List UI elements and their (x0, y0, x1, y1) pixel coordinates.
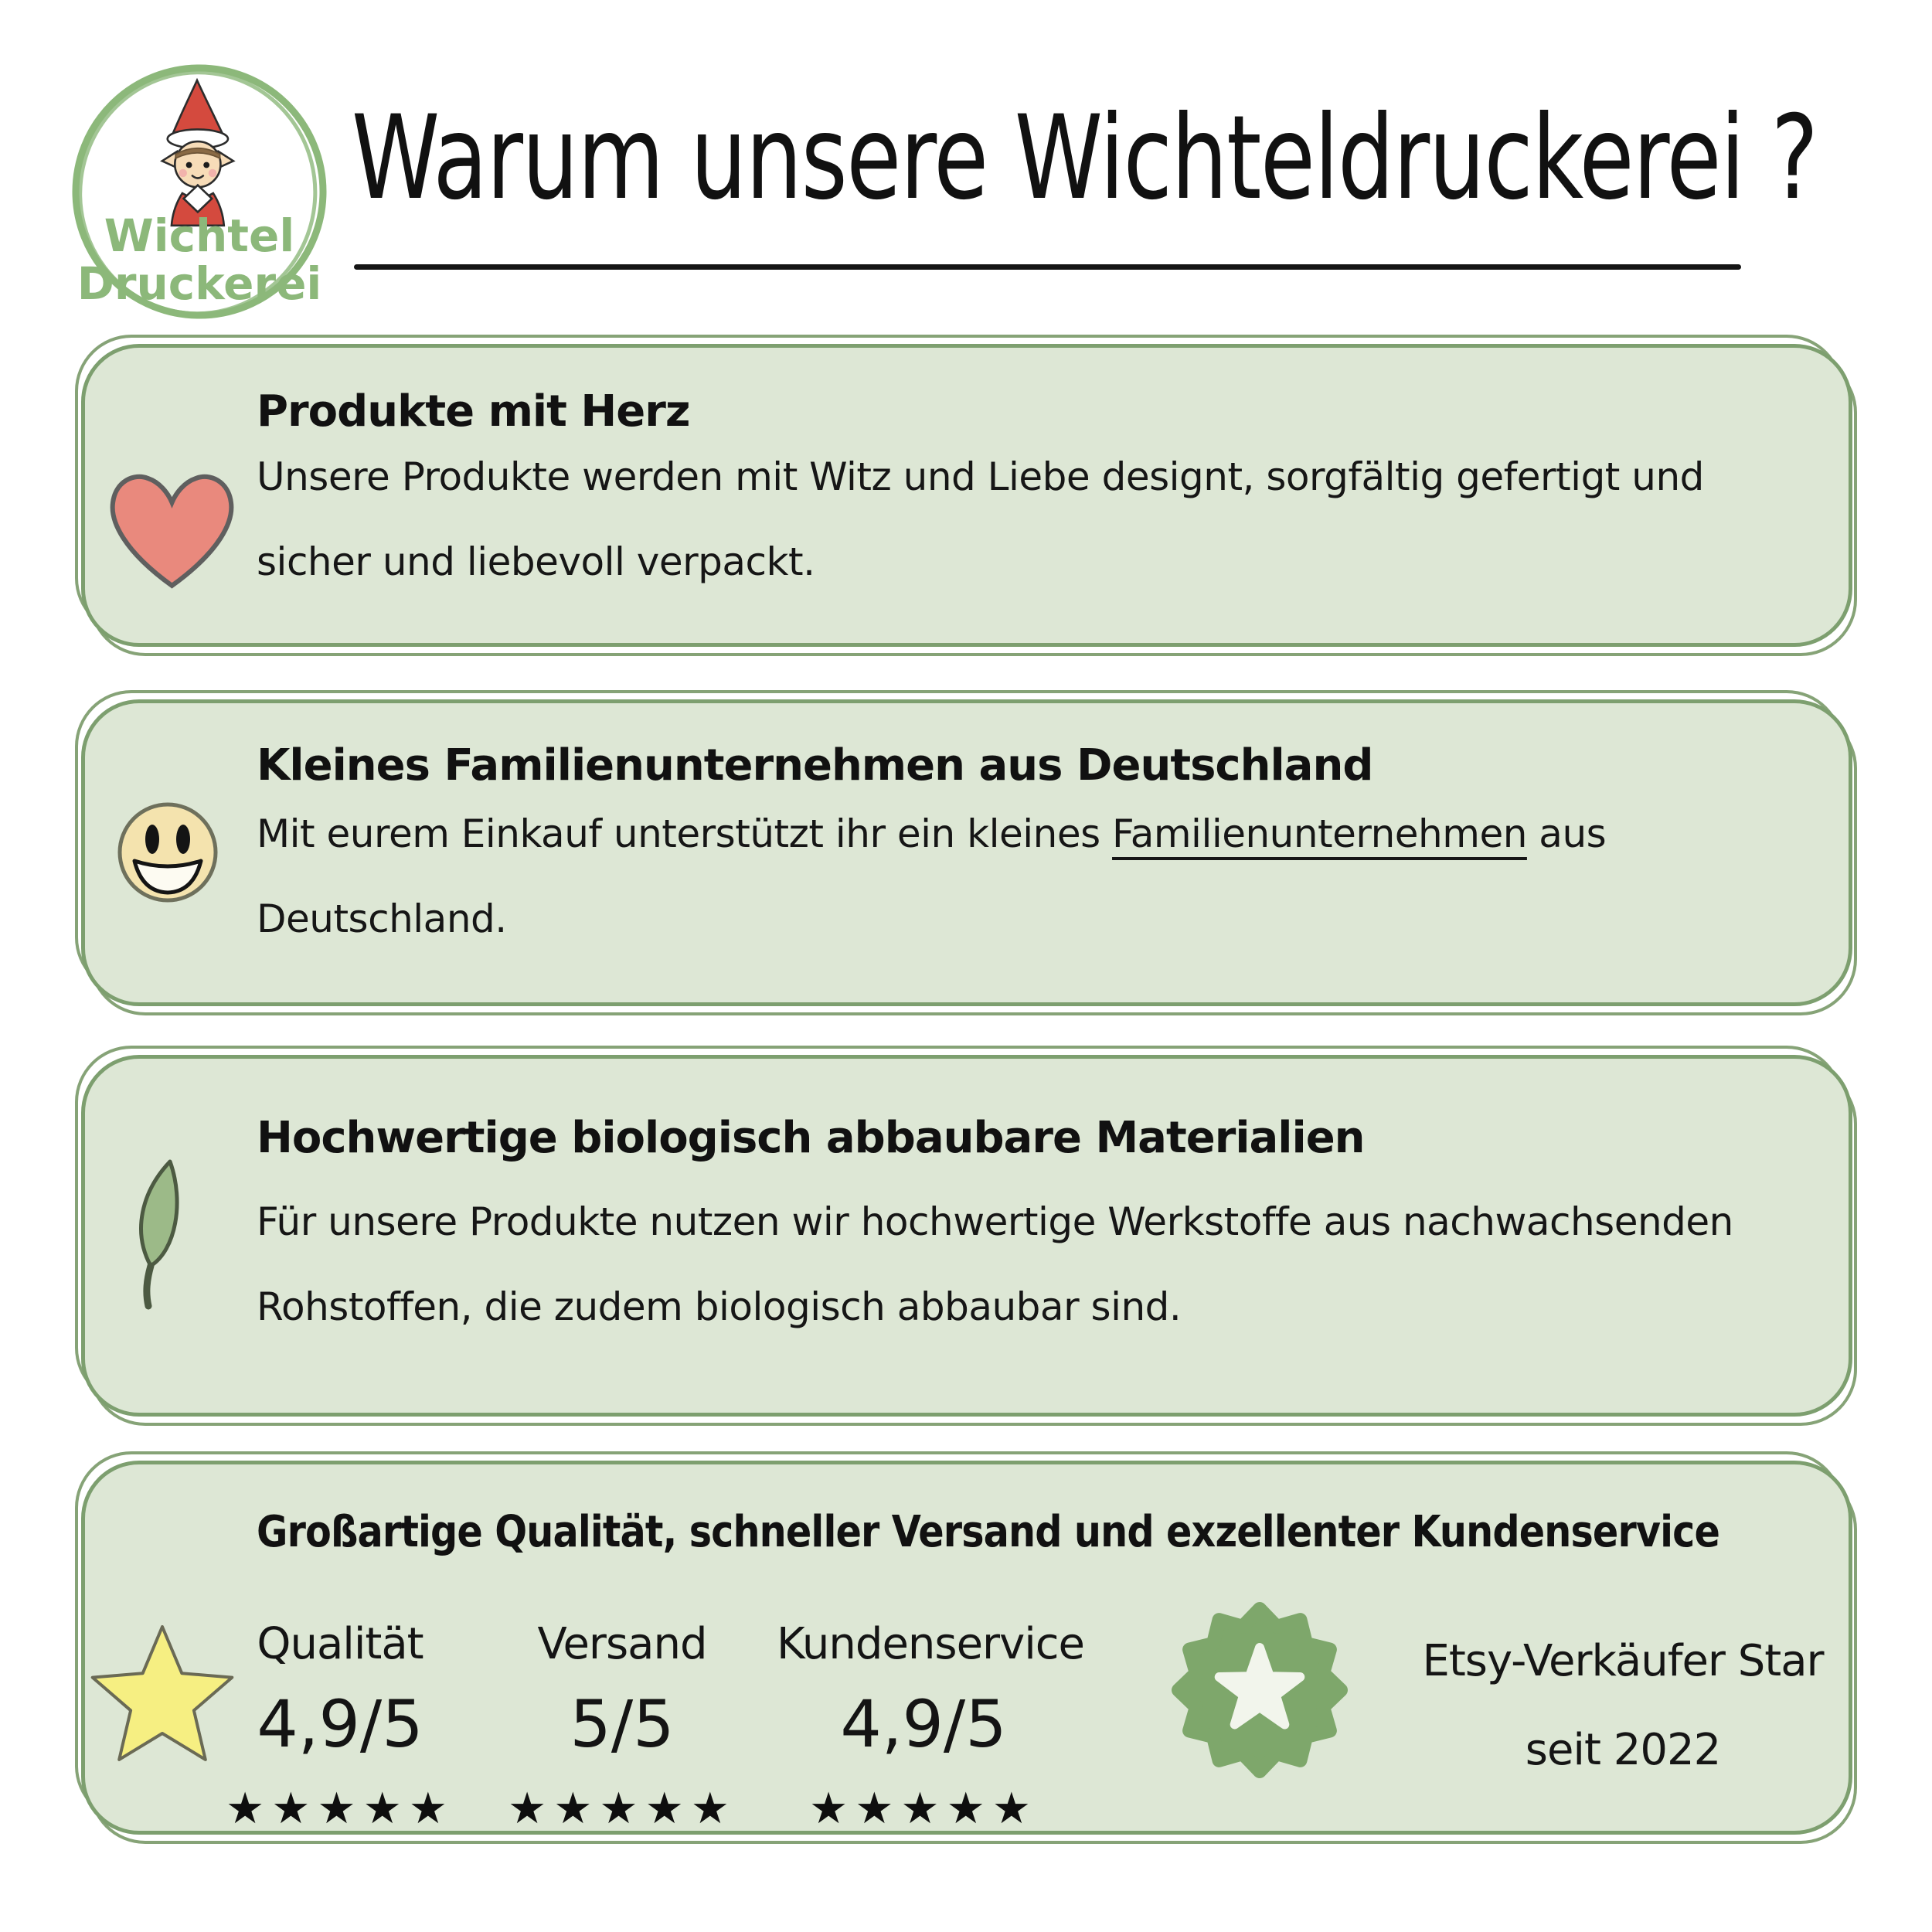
rating-label: Kundenservice (777, 1619, 1085, 1669)
rating-label: Qualität (257, 1619, 423, 1669)
leaf-icon (128, 1158, 205, 1312)
rating-value: 5/5 (570, 1686, 675, 1762)
card-heading: Hochwertige biologisch abbaubare Materialien (257, 1113, 1365, 1163)
card-heading: Produkte mit Herz (257, 386, 690, 437)
body-text-post: aus (1526, 811, 1607, 856)
card-body-line: Für unsere Produkte nutzen wir hochwertige Werkstoffe aus nachwachsenden (257, 1199, 1733, 1244)
smiley-icon (116, 801, 219, 904)
card-body-line: Deutschland. (257, 896, 507, 941)
card-produkte-mit-herz (81, 344, 1852, 647)
card-heading: Kleines Familienunternehmen aus Deutschland (257, 740, 1373, 791)
rating-stars-icon: ★★★★★ (225, 1784, 454, 1834)
rating-label: Versand (537, 1619, 707, 1669)
card-body-line: Rohstoffen, die zudem biologisch abbaubar sind. (257, 1284, 1182, 1329)
heart-icon (104, 468, 240, 595)
badge-text-line2: seit 2022 (1525, 1725, 1721, 1775)
logo-name-line1: Wichtel (104, 209, 295, 262)
rating-customer-service (777, 1619, 1085, 1834)
card-body-line (257, 811, 1606, 856)
card-body-line: sicher und liebevoll verpackt. (257, 539, 815, 584)
title-underline (354, 264, 1741, 270)
card-qualitaet-versand-service (81, 1461, 1852, 1835)
rating-value: 4,9/5 (257, 1686, 423, 1762)
body-text-pre: Mit eurem Einkauf unterstützt ihr ein kleines (257, 811, 1113, 856)
badge-text-line1: Etsy-Verkäufer Star (1422, 1636, 1824, 1686)
rating-quality (193, 1619, 487, 1834)
page-title: Warum unsere Wichteldruckerei ? (352, 91, 1818, 226)
logo-name-line2: Druckerei (77, 257, 322, 310)
card-body-line: Unsere Produkte werden mit Witz und Liebe designt, sorgfältig gefertigt und (257, 454, 1704, 499)
rating-shipping (475, 1619, 769, 1834)
card-heading: Großartige Qualität, schneller Versand und exzellenter Kundenservice (257, 1507, 1720, 1557)
badge-seal-icon (1167, 1597, 1352, 1783)
card-materialien (81, 1055, 1852, 1417)
body-text-underlined: Familienunternehmen (1112, 811, 1527, 856)
rating-stars-icon: ★★★★★ (507, 1784, 736, 1834)
shop-logo (66, 58, 333, 325)
card-familienunternehmen (81, 699, 1852, 1006)
rating-stars-icon: ★★★★★ (808, 1784, 1038, 1834)
elf-mascot-icon (143, 75, 251, 230)
rating-value: 4,9/5 (840, 1686, 1007, 1762)
